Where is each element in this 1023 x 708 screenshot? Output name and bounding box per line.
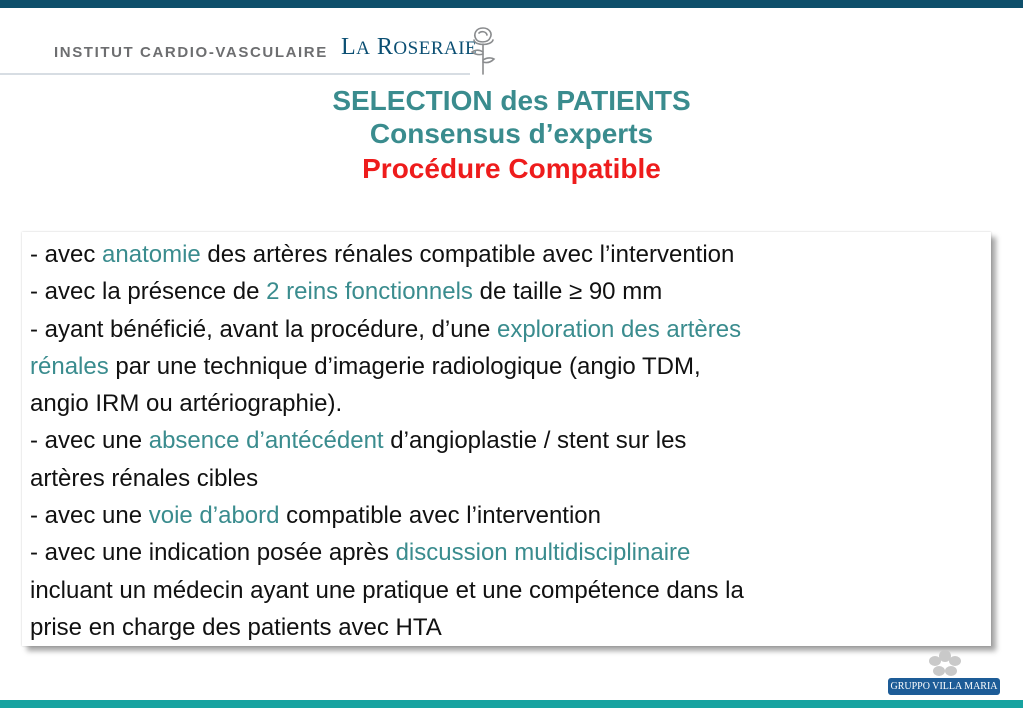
highlight-run: discussion multidisciplinaire — [395, 539, 691, 567]
text-run: prise en charge des patients avec HTA — [30, 613, 442, 641]
criteria-line — [30, 534, 985, 571]
text-run: par une technique d’imagerie radiologique (angio TDM, — [108, 352, 701, 380]
criteria-line — [30, 236, 985, 273]
criteria-line — [30, 348, 985, 385]
title-line-2: Consensus d’experts — [369, 118, 654, 149]
slide-title — [0, 84, 1023, 186]
criteria-line — [30, 497, 985, 534]
rose-icon — [466, 22, 500, 77]
villa-maria-badge: GRUPPO VILLA MARIA — [888, 678, 1000, 695]
highlight-run: rénales — [30, 352, 109, 380]
brand-word2-initial: R — [376, 34, 394, 60]
text-run: compatible avec l’intervention — [279, 502, 602, 530]
text-run: - avec une — [30, 502, 149, 530]
top-bar — [0, 0, 1023, 8]
villa-maria-flower-icon — [917, 650, 973, 680]
text-run: - avec une indication posée après — [30, 539, 396, 567]
criteria-line — [30, 311, 985, 348]
text-run: de taille ≥ 90 mm — [472, 278, 663, 306]
text-run: - avec une — [30, 427, 149, 455]
criteria-line — [30, 460, 985, 497]
text-run: incluant un médecin ayant une pratique et une compétence dans la — [30, 576, 744, 604]
criteria-line — [30, 273, 985, 310]
criteria-line — [30, 422, 985, 459]
header-divider — [0, 73, 470, 75]
text-run: - avec — [30, 241, 103, 268]
criteria-line — [30, 609, 985, 646]
institute-name: INSTITUT CARDIO-VASCULAIRE — [54, 44, 328, 61]
brand-word1: A — [356, 38, 371, 59]
highlight-run: absence d’antécédent — [148, 427, 384, 455]
criteria-line — [30, 572, 985, 609]
highlight-run: anatomie — [102, 241, 201, 268]
brand-initial: L — [341, 34, 357, 60]
text-run: - avec la présence de — [30, 278, 267, 306]
brand-name — [341, 34, 477, 61]
criteria-box — [22, 232, 991, 646]
title-line-1: SELECTION des PATIENTS — [332, 85, 691, 116]
criteria-line — [30, 385, 985, 422]
bottom-bar — [0, 700, 1023, 708]
highlight-run: voie d’abord — [148, 502, 280, 530]
text-run: artères rénales cibles — [30, 464, 259, 492]
text-run: - ayant bénéficié, avant la procédure, d’une — [30, 315, 497, 343]
title-line-3: Procédure Compatible — [362, 153, 661, 184]
brand-word2: OSERAIE — [393, 38, 478, 59]
highlight-run: 2 reins fonctionnels — [266, 278, 473, 306]
text-run: d’angioplastie / stent sur les — [383, 427, 687, 455]
text-run: angio IRM ou artériographie). — [30, 390, 343, 418]
text-run: des artères rénales compatible avec l’intervention — [200, 241, 735, 268]
highlight-run: exploration des artères — [496, 315, 742, 343]
